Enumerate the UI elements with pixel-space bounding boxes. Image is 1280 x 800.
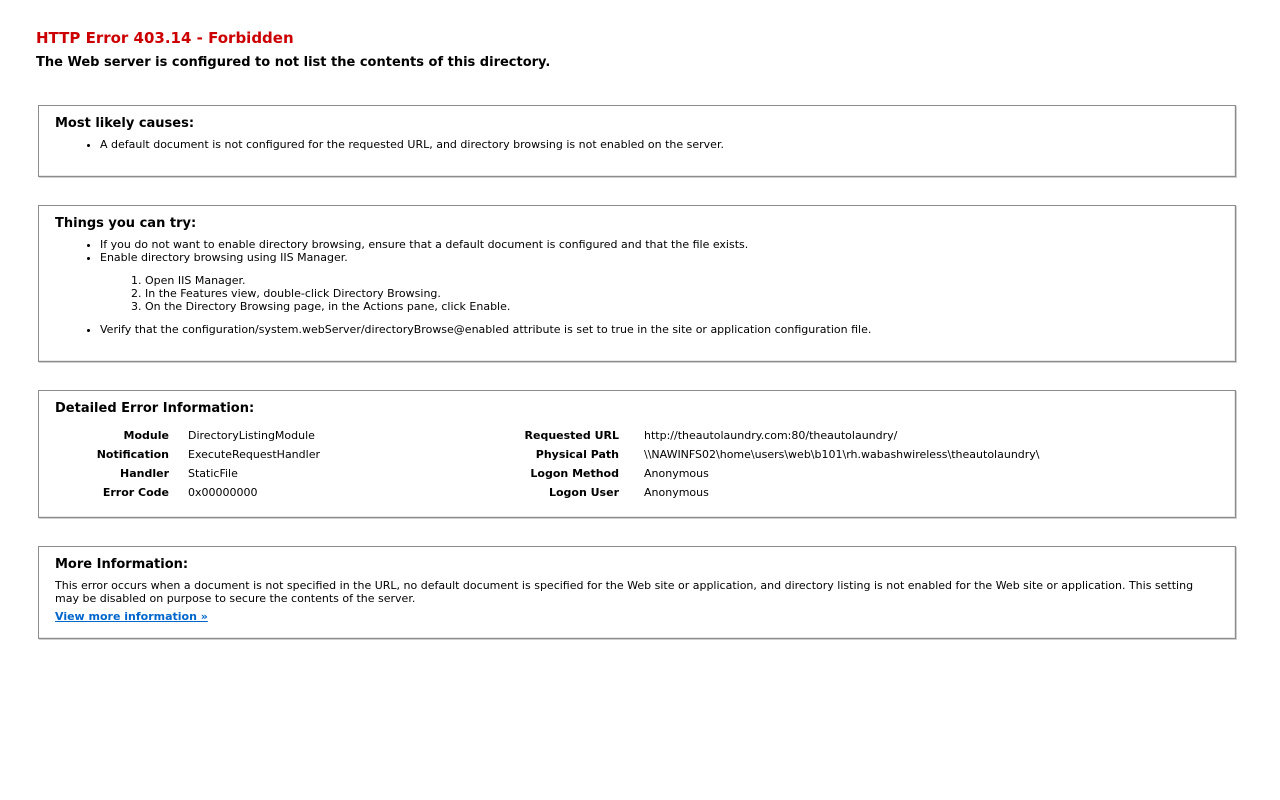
- things-to-try-box: [38, 205, 1236, 362]
- detail-label: Requested URL: [524, 429, 619, 442]
- table-row: [55, 448, 320, 467]
- table-row: [55, 467, 320, 486]
- table-row: [55, 486, 320, 505]
- try-list: [55, 238, 1219, 336]
- table-row: [55, 429, 320, 448]
- more-information-box: [38, 546, 1236, 639]
- step-item: 3. On the Directory Browsing page, in the Actions pane, click Enable.: [145, 300, 1219, 313]
- detail-label: Notification: [96, 448, 169, 461]
- step-item: 2. In the Features view, double-click Directory Browsing.: [145, 287, 1219, 300]
- detail-label: Error Code: [102, 486, 169, 499]
- detailed-error-box: [38, 390, 1236, 518]
- table-row: [504, 486, 1040, 505]
- error-subtitle: The Web server is configured to not list the contents of this directory.: [36, 55, 551, 70]
- more-description: This error occurs when a document is not specified in the URL, no default document is specified for the Web site or application, and directory listing is not enabled for the Web site or application. This setting may be disabled on purpose to secure the contents of the server.: [55, 579, 1194, 605]
- list-item: • If you do not want to enable directory browsing, ensure that a default document is configured and that the file exists.: [100, 238, 1219, 251]
- list-item-text: Enable directory browsing using IIS Manager.: [100, 251, 348, 264]
- detail-label: Module: [123, 429, 169, 442]
- detail-label: Physical Path: [535, 448, 619, 461]
- detail-value: 0x00000000: [188, 486, 258, 499]
- error-title: HTTP Error 403.14 - Forbidden: [36, 29, 294, 47]
- detail-table-left: [55, 429, 320, 505]
- detail-value: StaticFile: [188, 467, 238, 480]
- detail-label: Logon Method: [530, 467, 619, 480]
- detail-table-right: [504, 429, 1040, 505]
- list-item: • Verify that the configuration/system.webServer/directoryBrowse@enabled attribute is set to true in the site or application configuration file.: [100, 323, 1219, 336]
- detail-label: Logon User: [548, 486, 619, 499]
- detail-value: DirectoryListingModule: [188, 429, 315, 442]
- detail-value: ExecuteRequestHandler: [188, 448, 320, 461]
- detail-value: Anonymous: [644, 467, 709, 480]
- causes-list: [55, 138, 1219, 151]
- detail-value: Anonymous: [644, 486, 709, 499]
- causes-heading: Most likely causes:: [55, 116, 195, 131]
- steps-list: [100, 274, 1219, 313]
- view-more-information-link[interactable]: View more information »: [55, 610, 208, 623]
- table-row: [504, 448, 1040, 467]
- detail-value: http://theautolaundry.com:80/theautolaundry/: [644, 429, 898, 442]
- most-likely-causes-box: [38, 105, 1236, 177]
- table-row: [504, 429, 1040, 448]
- table-row: [504, 467, 1040, 486]
- detail-label: Handler: [120, 467, 169, 480]
- error-header: [36, 28, 550, 72]
- try-heading: Things you can try:: [55, 216, 197, 231]
- list-item: [100, 251, 1219, 313]
- step-item: 1. Open IIS Manager.: [145, 274, 1219, 287]
- list-item: • A default document is not configured for the requested URL, and directory browsing is not enabled on the server.: [100, 138, 1219, 151]
- more-heading: More Information:: [55, 557, 189, 572]
- detail-value: \\NAWINFS02\home\users\web\b101\rh.wabashwireless\theautolaundry\: [644, 448, 1040, 461]
- detail-heading: Detailed Error Information:: [55, 401, 255, 416]
